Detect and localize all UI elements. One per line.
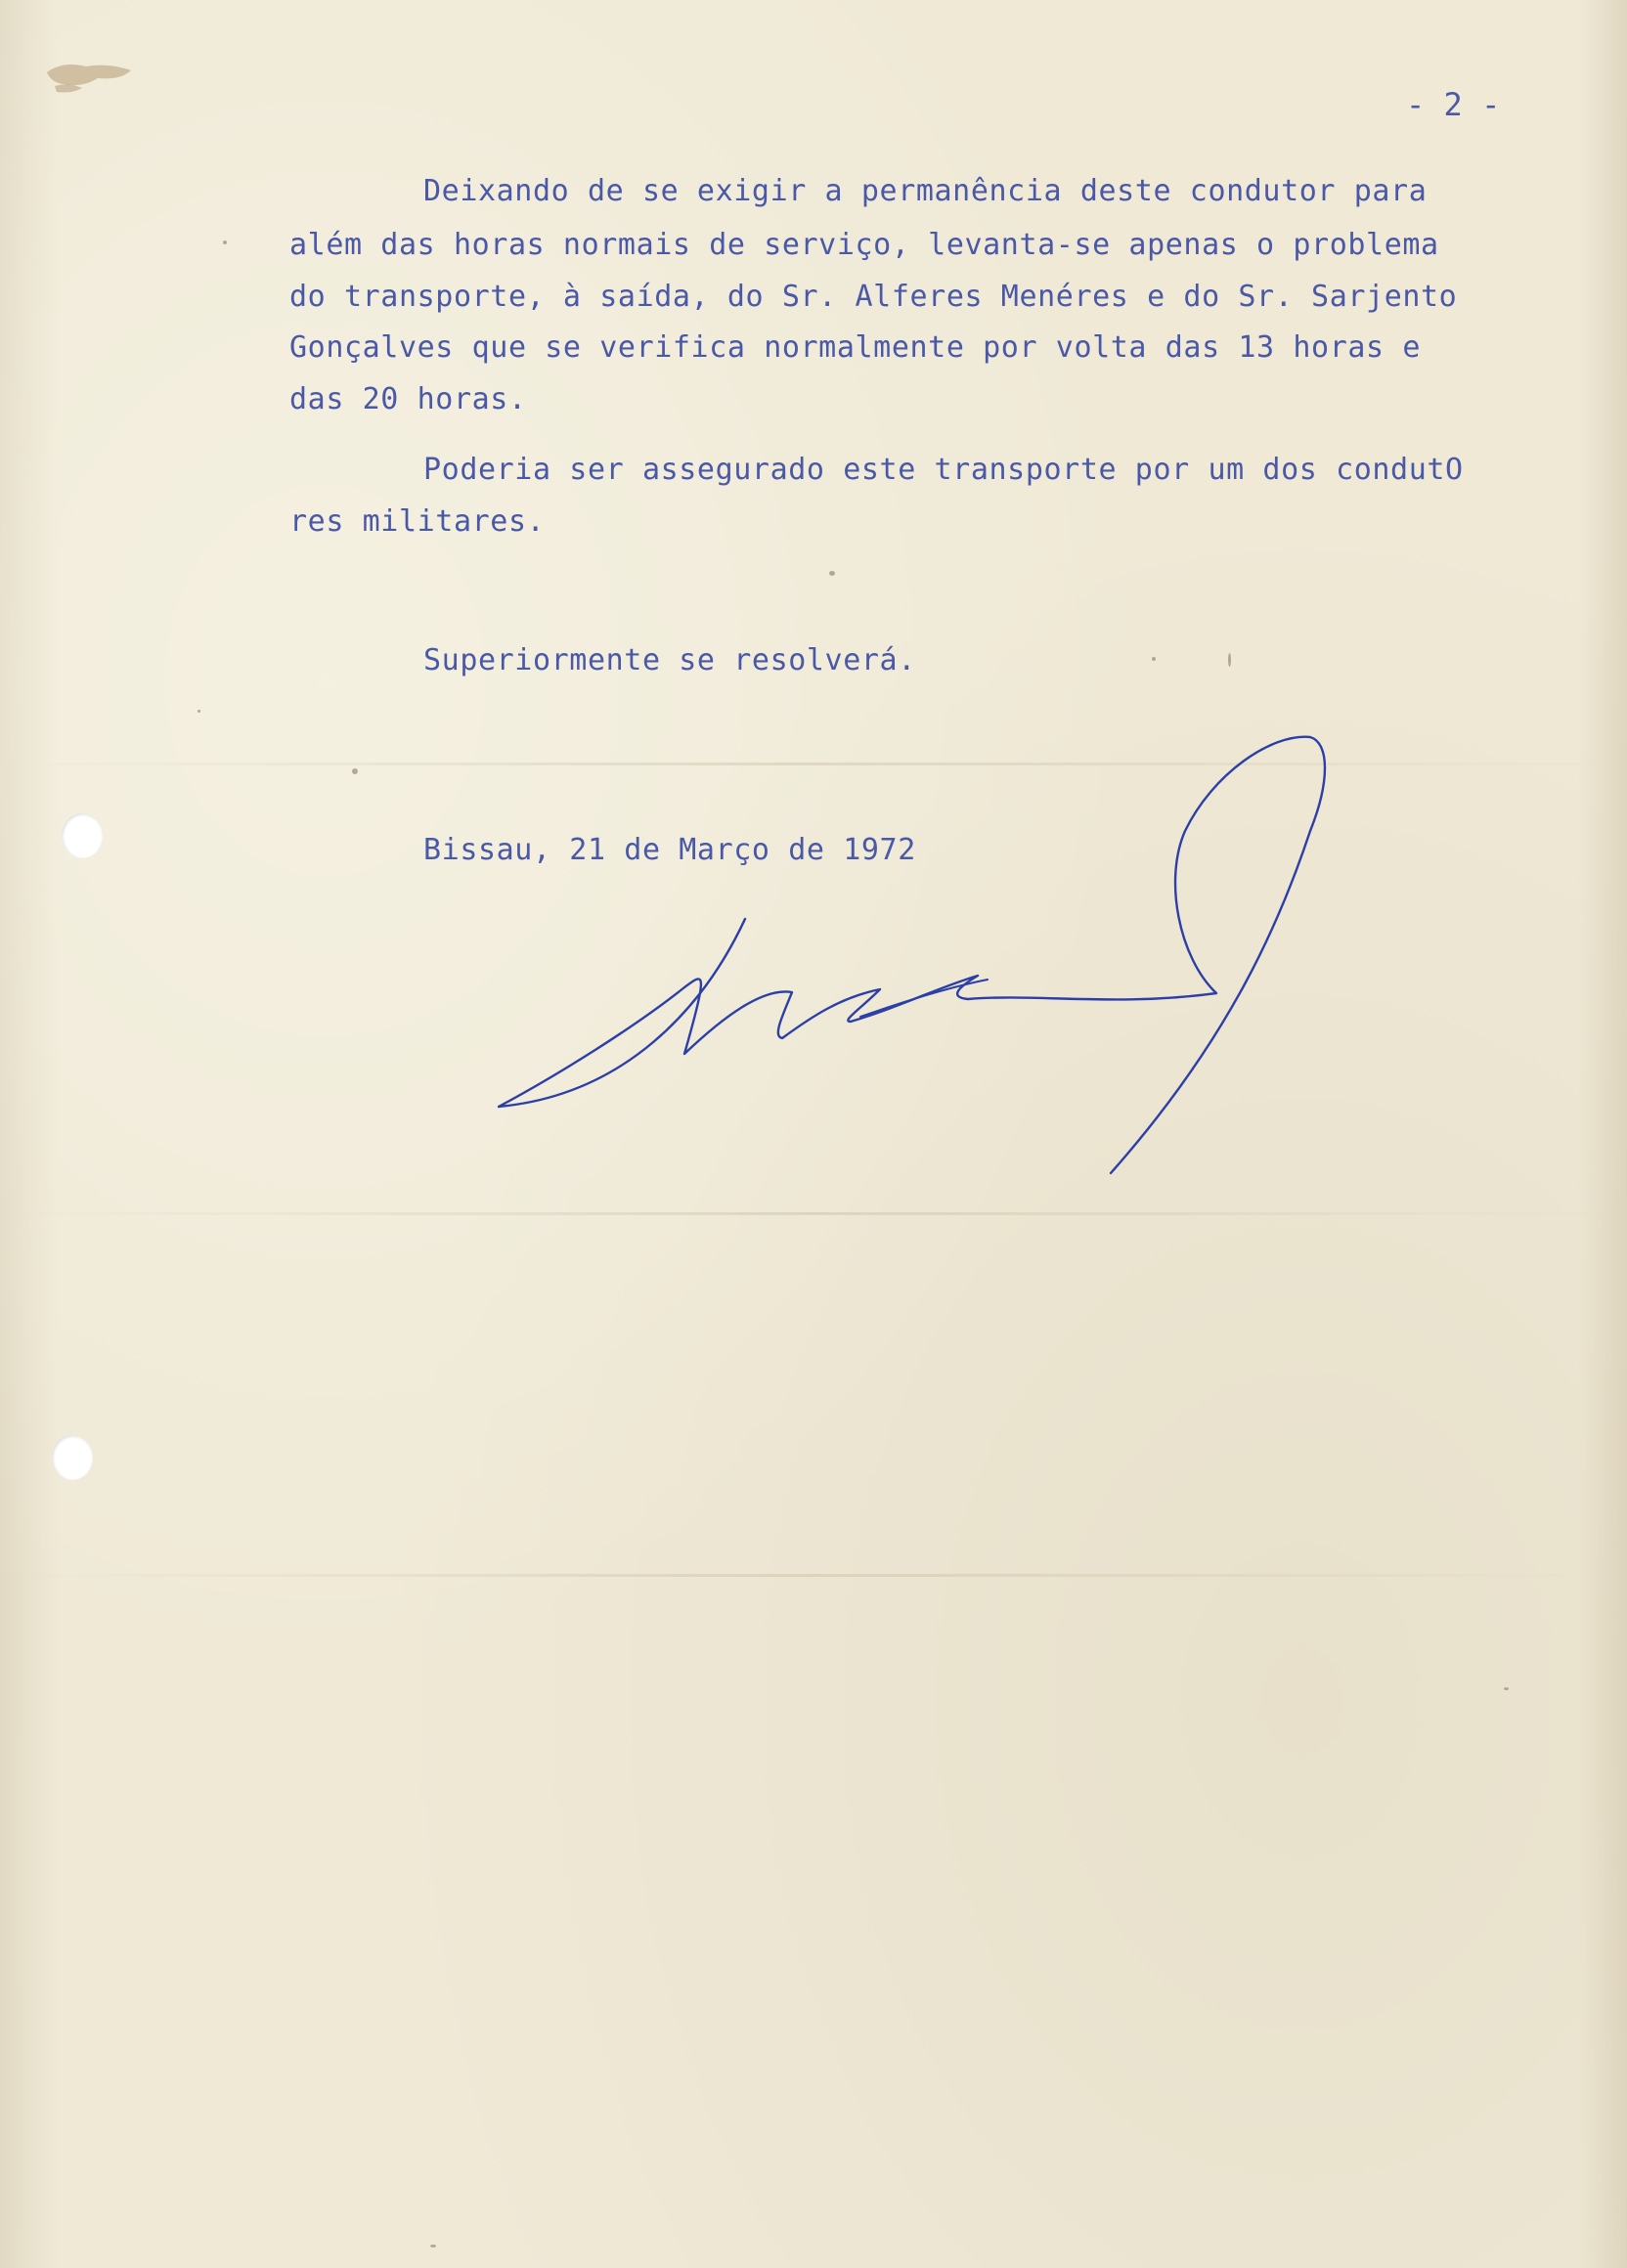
paragraph1-line3: do transporte, à saída, do Sr. Alferes Menéres e do Sr. Sarjento <box>289 280 1458 314</box>
page-number: - 2 - <box>1406 86 1501 123</box>
punch-hole <box>62 813 103 858</box>
paper-speck <box>352 768 358 774</box>
paper-speck <box>1228 653 1231 667</box>
paper-fold <box>0 1574 1627 1577</box>
punch-hole <box>52 1435 93 1480</box>
paragraph1-line2: além das horas normais de serviço, levanta-se apenas o problema <box>289 228 1439 262</box>
paragraph1-line4: Gonçalves que se verifica normalmente por volta das 13 horas e <box>289 330 1422 365</box>
paragraph1-line5: das 20 horas. <box>289 382 527 416</box>
paper-speck <box>1504 1687 1509 1690</box>
paper-speck <box>1152 657 1156 661</box>
closing-line: Superiormente se resolverá. <box>423 643 916 677</box>
paragraph2-line2: res militares. <box>289 504 546 539</box>
handwritten-signature <box>489 723 1349 1183</box>
rust-stain <box>43 55 137 96</box>
paper-fold <box>0 1212 1627 1215</box>
paragraph1-line1: Deixando de se exigir a permanência deste condutor para <box>423 174 1428 208</box>
paper-speck <box>198 710 200 713</box>
paper-speck <box>430 2245 436 2247</box>
paper-speck <box>223 240 227 244</box>
paragraph2-line1: Poderia ser assegurado este transporte por um dos condutO <box>423 453 1464 487</box>
paper-speck <box>829 571 835 576</box>
date-line: Bissau, 21 de Março de 1972 <box>423 833 916 867</box>
